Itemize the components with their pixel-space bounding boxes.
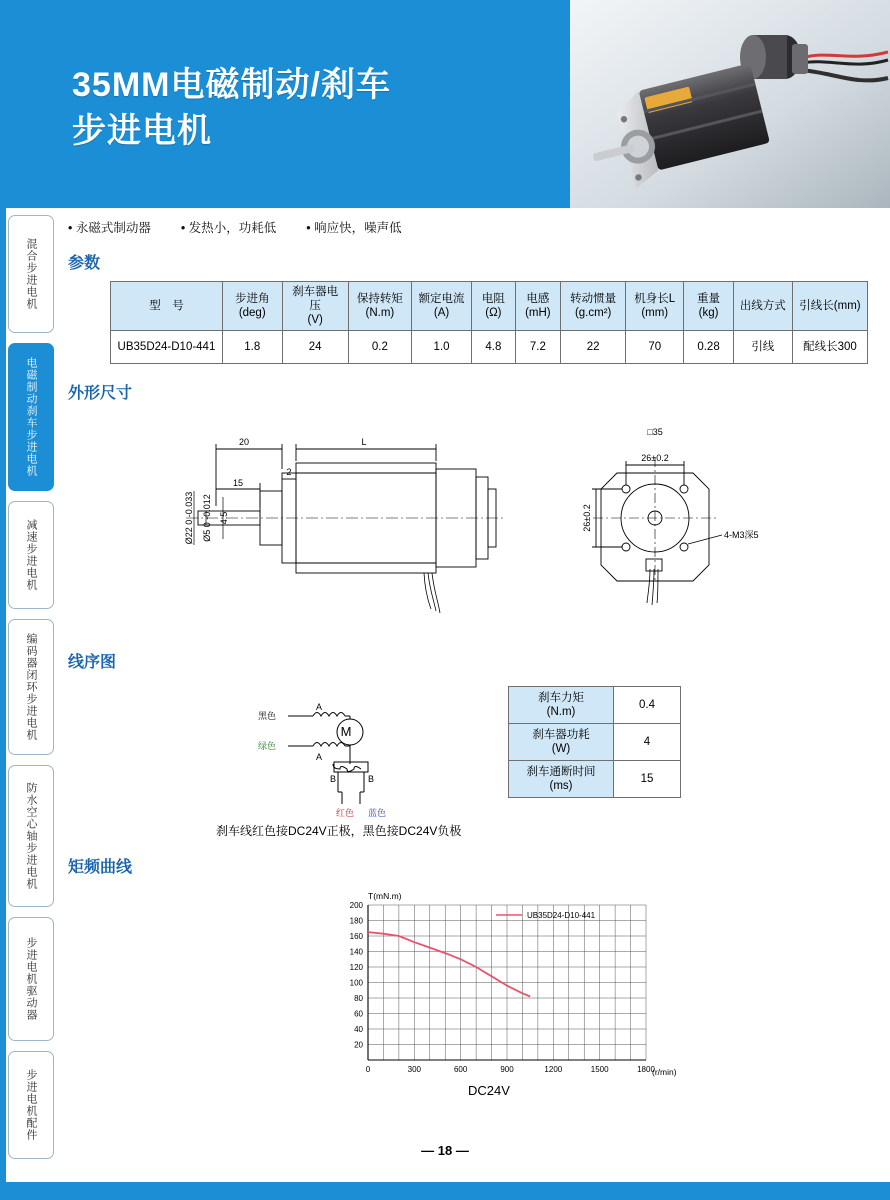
brake-power-label: 刹车器功耗 (W)	[509, 724, 614, 761]
motor-photo-illustration	[570, 0, 890, 208]
sidebar-item-waterproof[interactable]	[8, 765, 54, 907]
page-title	[72, 62, 391, 154]
page-title-line2: 步进电机	[72, 112, 212, 150]
left-accent-bar	[0, 208, 6, 1182]
dim-15: 15	[232, 478, 244, 488]
chart-legend	[496, 911, 596, 920]
th-model: 型 号	[111, 282, 223, 331]
wire-label-black: 黑色	[258, 711, 277, 721]
th-resistance: 电阻 (Ω)	[472, 282, 515, 331]
th-weight: 重量 (kg)	[684, 282, 733, 331]
chart-xtick: 0	[365, 1065, 371, 1074]
cell-model: UB35D24-D10-441	[111, 331, 223, 364]
chart-ytick: 20	[354, 1040, 363, 1050]
chart-xtick: 1200	[544, 1065, 563, 1074]
th-holding-torque: 保持转矩 (N.m)	[348, 282, 411, 331]
table-header-row	[111, 282, 868, 331]
chart-ytick: 80	[354, 994, 363, 1003]
product-photo	[570, 0, 890, 208]
sidebar-item-label: 混合步进电机	[25, 238, 37, 310]
brake-torque-label: 刹车力矩 (N.m)	[509, 687, 614, 724]
wire-label-red: 红色	[336, 808, 355, 818]
brake-time-value: 15	[614, 761, 681, 798]
dim-square-35: □35	[647, 427, 663, 437]
chart-ytick: 200	[349, 901, 363, 910]
chart-ytick: 120	[349, 963, 363, 972]
chart-caption: DC24V	[468, 1083, 510, 1098]
chart-ytick: 40	[354, 1025, 363, 1034]
bottom-accent-bar	[0, 1182, 890, 1200]
dim-2: 2	[286, 467, 292, 477]
table-row	[111, 331, 868, 364]
wiring-diagram	[68, 680, 868, 850]
th-step-angle: 步进角 (deg)	[222, 282, 282, 331]
th-lead-length: 引线长(mm)	[792, 282, 867, 331]
feature-bullets	[68, 218, 868, 236]
dim-4-5: 4.5	[219, 511, 229, 525]
torque-speed-chart	[68, 885, 868, 1115]
chart-svg	[308, 885, 728, 1085]
th-inductance: 电感 (mH)	[515, 282, 561, 331]
dimension-drawings	[98, 411, 868, 641]
wiring-note: 刹车线红色接DC24V正极，黑色接DC24V负极	[216, 824, 462, 838]
th-rated-current: 额定电流 (A)	[411, 282, 471, 331]
wire-label-green: 绿色	[258, 741, 277, 751]
coil-label-a-top: A	[316, 702, 323, 712]
cell-inductance: 7.2	[515, 331, 561, 364]
cell-brake-voltage: 24	[282, 331, 348, 364]
brake-spec-table	[508, 686, 681, 798]
cell-body-length: 70	[626, 331, 684, 364]
chart-series-line	[368, 932, 530, 996]
cell-resistance: 4.8	[472, 331, 515, 364]
motor-symbol: M	[340, 724, 352, 739]
dim-20: 20	[238, 437, 250, 447]
category-sidebar	[8, 215, 56, 1169]
th-lead-type: 出线方式	[733, 282, 792, 331]
sidebar-item-driver[interactable]	[8, 917, 54, 1041]
chart-xtick: 1800	[637, 1065, 655, 1074]
sidebar-item-label: 防水空心轴步进电机	[25, 782, 37, 890]
chart-ytick: 60	[354, 1009, 363, 1019]
table-row	[509, 687, 681, 724]
dim-L: L	[361, 437, 367, 447]
sidebar-item-label: 步进电机驱动器	[25, 937, 37, 1021]
main-content	[68, 218, 868, 1115]
chart-xtick: 1500	[590, 1065, 609, 1074]
bullet-item: • 发热小，功耗低	[181, 218, 276, 236]
sidebar-item-encoder[interactable]	[8, 619, 54, 755]
dim-shaft-d2: Ø5 0 -0.012	[202, 494, 212, 542]
sidebar-item-hybrid[interactable]	[8, 215, 54, 333]
bullet-item: • 响应快，噪声低	[306, 218, 401, 236]
dim-26-v: 26±0.2	[582, 504, 592, 532]
sidebar-item-label: 编码器闭环步进电机	[25, 633, 37, 741]
chart-ytick: 100	[349, 978, 363, 988]
cell-lead-type: 引线	[733, 331, 792, 364]
section-title-params: 参数	[68, 255, 101, 272]
th-body-length: 机身长L (mm)	[626, 282, 684, 331]
cell-weight: 0.28	[684, 331, 733, 364]
dim-shaft-d1: Ø22 0 -0.033	[184, 491, 194, 545]
chart-xlabel: (r/min)	[652, 1067, 677, 1077]
sidebar-item-label: 电磁制动刹车步进电机	[25, 357, 37, 477]
page-header	[0, 0, 890, 208]
coil-label-a-bottom: A	[316, 752, 323, 762]
dim-holes: 4-M3深5	[724, 530, 759, 540]
page-number: — 18 —	[421, 1143, 469, 1158]
cell-lead-length: 配线长300	[792, 331, 867, 364]
coil-label-b-left: B	[330, 774, 337, 784]
sidebar-item-label: 减速步进电机	[25, 519, 37, 591]
brake-power-value: 4	[614, 724, 681, 761]
chart-xtick: 900	[500, 1065, 514, 1074]
page-title-line1: 35MM电磁制动/刹车	[72, 66, 391, 104]
coil-label-b-right: B	[368, 774, 375, 784]
brake-torque-value: 0.4	[614, 687, 681, 724]
table-row	[509, 761, 681, 798]
sidebar-item-label: 步进电机配件	[25, 1069, 37, 1141]
bullet-item: • 永磁式制动器	[68, 218, 151, 236]
chart-ylabel: T(mN.m)	[368, 891, 402, 901]
outline-drawing-svg	[98, 411, 878, 636]
cell-holding-torque: 0.2	[348, 331, 411, 364]
th-brake-voltage: 刹车器电压 (V)	[282, 282, 348, 331]
chart-ytick: 180	[349, 916, 363, 926]
sidebar-item-gear[interactable]	[8, 501, 54, 609]
th-inertia: 转动惯量 (g.cm²)	[561, 282, 626, 331]
table-row	[509, 724, 681, 761]
legend-label: UB35D24-D10-441	[527, 911, 596, 920]
cell-inertia: 22	[561, 331, 626, 364]
chart-ytick: 140	[349, 947, 363, 957]
brake-time-label: 刹车通断时间 (ms)	[509, 761, 614, 798]
chart-xtick: 300	[407, 1065, 422, 1074]
dim-26-h: 26±0.2	[641, 453, 669, 463]
chart-ytick: 160	[349, 932, 363, 941]
cell-rated-current: 1.0	[411, 331, 471, 364]
section-title-wiring: 线序图	[68, 654, 117, 671]
spec-table	[110, 281, 868, 364]
section-title-dimensions: 外形尺寸	[68, 385, 133, 402]
chart-xtick: 600	[453, 1065, 468, 1074]
cell-step-angle: 1.8	[222, 331, 282, 364]
wire-label-blue: 蓝色	[368, 808, 387, 818]
sidebar-item-brake[interactable]	[8, 343, 54, 491]
section-title-curve: 矩频曲线	[68, 859, 133, 876]
